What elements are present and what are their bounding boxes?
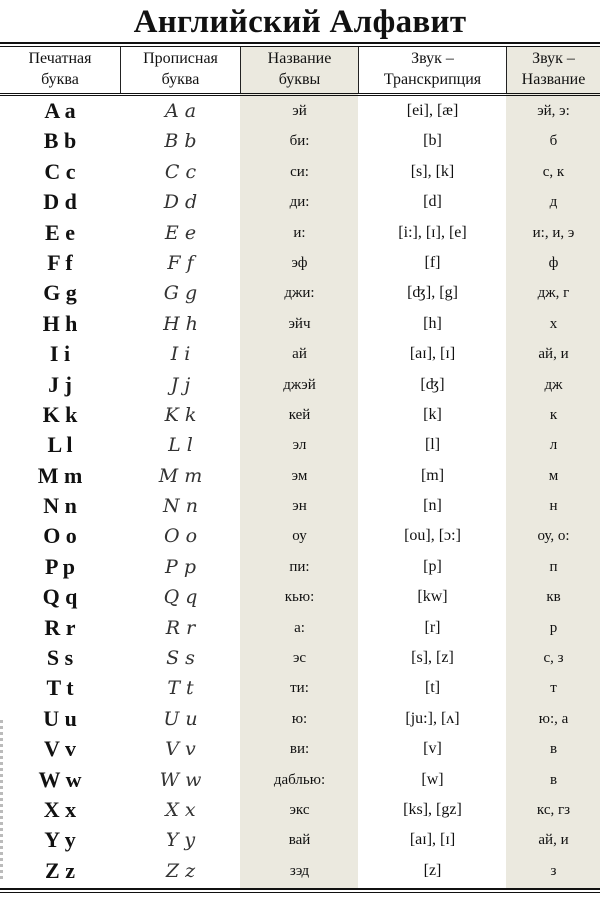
table-row <box>0 218 600 248</box>
transcription: [ks], [gz] <box>403 800 462 818</box>
letter-name: эн <box>292 498 307 515</box>
printed-letter: W w <box>38 766 82 792</box>
transcription: [v] <box>423 740 442 758</box>
cursive-letter: L l <box>168 434 193 457</box>
letter-name: эс <box>292 650 307 667</box>
printed-letter: V v <box>44 736 76 762</box>
table-row <box>0 96 600 126</box>
cursive-letter: B b <box>164 130 197 153</box>
cursive-letter: M m <box>158 464 203 487</box>
letter-name: джэй <box>283 376 316 393</box>
transcription: [aɪ], [ɪ] <box>409 345 456 363</box>
printed-letter: S s <box>46 645 74 671</box>
printed-letter: Y y <box>44 827 76 853</box>
cursive-letter: Z z <box>165 859 196 882</box>
transcription: [ou], [ɔ:] <box>404 527 461 545</box>
transcription: [ʤ], [g] <box>407 284 458 302</box>
transcription: [w] <box>421 770 444 788</box>
transcription: [kw] <box>417 588 448 606</box>
sound-name: л <box>549 437 558 454</box>
table-row <box>0 765 600 795</box>
sound-name: ю:, а <box>538 710 569 727</box>
sound-name: ай, и <box>538 346 569 363</box>
cursive-letter: V v <box>165 738 196 761</box>
printed-letter: R r <box>44 614 76 640</box>
table-row <box>0 795 600 825</box>
transcription: [ei], [æ] <box>406 102 459 119</box>
table-row <box>0 430 600 460</box>
table-row <box>0 400 600 430</box>
table-row <box>0 370 600 400</box>
printed-letter: D d <box>43 189 77 215</box>
letter-name: вай <box>288 832 311 849</box>
sound-name: н <box>549 498 558 515</box>
printed-letter: N n <box>43 493 77 519</box>
printed-letter: K k <box>42 401 78 427</box>
printed-letter: H h <box>42 310 78 336</box>
letter-name: ю: <box>291 710 308 727</box>
alphabet-table <box>0 96 600 888</box>
top-rule <box>0 42 600 44</box>
printed-letter: U u <box>43 705 77 731</box>
header-transcription: Звук – Транскрипция <box>383 50 482 88</box>
sound-name: ф <box>548 254 559 271</box>
table-row <box>0 126 600 156</box>
sound-name: х <box>549 315 558 332</box>
header-printed-letter: Печатная буква <box>28 50 92 88</box>
printed-letter: M m <box>37 462 83 488</box>
sound-name: в <box>549 741 558 758</box>
sound-name: ай, и <box>538 832 569 849</box>
table-row <box>0 157 600 187</box>
letter-name: а: <box>294 619 305 636</box>
transcription: [p] <box>423 557 442 575</box>
transcription: [s], [k] <box>410 162 455 180</box>
sound-name: з <box>550 862 557 879</box>
cursive-letter: C c <box>164 160 197 183</box>
printed-letter: X x <box>43 796 77 822</box>
printed-letter: P p <box>45 553 75 579</box>
cursive-letter: K k <box>164 403 197 426</box>
printed-letter: A a <box>44 98 76 123</box>
transcription: [k] <box>423 405 442 423</box>
transcription: [h] <box>423 314 442 332</box>
transcription: [b] <box>423 132 442 150</box>
cursive-letter: F f <box>167 251 194 274</box>
printed-letter: F f <box>47 249 73 275</box>
sound-name: и:, и, э <box>532 224 575 241</box>
cursive-letter: P p <box>165 555 196 578</box>
letter-name: кью: <box>284 589 315 606</box>
transcription: [d] <box>423 193 442 211</box>
table-row <box>0 309 600 339</box>
printed-letter: I i <box>49 341 71 367</box>
cursive-letter: T t <box>167 677 194 700</box>
letter-name: ви: <box>289 741 310 758</box>
sound-name: к <box>549 406 558 423</box>
sound-name: т <box>550 680 557 697</box>
transcription: [f] <box>424 253 441 271</box>
letter-name: эф <box>291 254 308 271</box>
table-row <box>0 582 600 612</box>
printed-letter: B b <box>43 128 77 154</box>
cursive-letter: D d <box>163 191 198 214</box>
cursive-letter: Q q <box>163 586 198 609</box>
bottom-rule-thin <box>0 892 600 893</box>
sound-name: дж, г <box>537 285 570 302</box>
sound-name: п <box>549 558 558 575</box>
cursive-letter: A a <box>164 100 197 122</box>
table-row <box>0 278 600 308</box>
transcription: [t] <box>424 679 441 697</box>
cursive-letter: I i <box>170 343 191 366</box>
letter-name: би: <box>289 133 310 150</box>
sound-name: в <box>549 771 558 788</box>
letter-name: эй <box>292 103 307 119</box>
letter-name: ди: <box>289 194 310 211</box>
transcription: [l] <box>424 436 441 454</box>
letter-name: зэд <box>289 862 310 879</box>
cursive-letter: N n <box>163 495 198 518</box>
letter-name: и: <box>293 224 306 241</box>
cursive-letter: W w <box>159 768 202 791</box>
printed-letter: O o <box>43 523 77 549</box>
transcription: [z] <box>423 861 442 879</box>
printed-letter: C c <box>44 158 76 184</box>
letter-name: ти: <box>290 680 309 697</box>
table-row <box>0 187 600 217</box>
bottom-rule <box>0 888 600 890</box>
cursive-letter: R r <box>165 616 196 639</box>
header-letter-name: Название буквы <box>267 50 332 88</box>
letter-name: джи: <box>284 285 315 302</box>
table-row <box>0 613 600 643</box>
sound-name: м <box>548 467 559 484</box>
cursive-letter: E e <box>164 221 197 244</box>
printed-letter: T t <box>46 675 74 701</box>
letter-name: си: <box>290 163 309 180</box>
printed-letter: Q q <box>42 584 78 610</box>
header-cursive-letter: Прописная буква <box>143 50 218 88</box>
transcription: [r] <box>424 618 441 636</box>
transcription: [m] <box>420 466 445 484</box>
sound-name: кв <box>546 589 561 606</box>
printed-letter: J j <box>48 371 72 397</box>
transcription: [s], [z] <box>411 649 454 667</box>
cursive-letter: X x <box>165 798 196 821</box>
letter-name: эм <box>291 467 308 484</box>
cursive-letter: J j <box>170 373 191 396</box>
printed-letter: E e <box>45 219 75 245</box>
letter-name: ай <box>292 346 307 363</box>
table-row <box>0 856 600 886</box>
page-title: Английский Алфавит <box>133 4 467 40</box>
cursive-letter: G g <box>163 282 198 305</box>
table-row <box>0 825 600 855</box>
header-sound-name: Звук – Название <box>521 50 586 88</box>
table-row <box>0 461 600 491</box>
letter-name: эл <box>292 437 307 454</box>
cursive-letter: H h <box>163 312 198 335</box>
sound-name: б <box>549 133 558 150</box>
sound-name: оу, о: <box>537 528 570 545</box>
letter-name: эйч <box>288 315 311 332</box>
table-row <box>0 491 600 521</box>
transcription: [ʤ] <box>420 375 445 393</box>
transcription: [i:], [ɪ], [e] <box>398 223 467 241</box>
transcription: [ju:], [ʌ] <box>405 709 460 727</box>
table-row <box>0 734 600 764</box>
table-row <box>0 248 600 278</box>
sound-name: кс, гз <box>536 801 571 818</box>
transcription: [aɪ], [ɪ] <box>409 831 456 849</box>
table-row <box>0 643 600 673</box>
cursive-letter: S s <box>166 647 195 670</box>
table-row <box>0 673 600 703</box>
sound-name: дж <box>544 376 563 393</box>
cursive-letter: U u <box>163 707 198 730</box>
table-row <box>0 552 600 582</box>
sound-name: эй, э: <box>537 103 570 119</box>
letter-name: пи: <box>289 558 310 575</box>
table-row <box>0 339 600 369</box>
sound-name: д <box>549 194 558 211</box>
sound-name: с, з <box>543 650 564 667</box>
table-row <box>0 521 600 551</box>
letter-name: экс <box>289 801 310 818</box>
letter-name: кей <box>288 406 311 423</box>
sound-name: р <box>549 619 558 636</box>
cursive-letter: O o <box>163 525 198 548</box>
transcription: [n] <box>423 497 442 515</box>
printed-letter: G g <box>43 280 77 306</box>
letter-name: оу <box>292 528 307 545</box>
cursive-letter: Y y <box>165 829 196 852</box>
edge-decoration <box>0 720 3 880</box>
printed-letter: Z z <box>45 857 75 883</box>
table-row <box>0 704 600 734</box>
printed-letter: L l <box>47 432 73 458</box>
letter-name: даблью: <box>273 771 326 788</box>
sound-name: с, к <box>542 163 565 180</box>
header-rule <box>0 93 600 94</box>
